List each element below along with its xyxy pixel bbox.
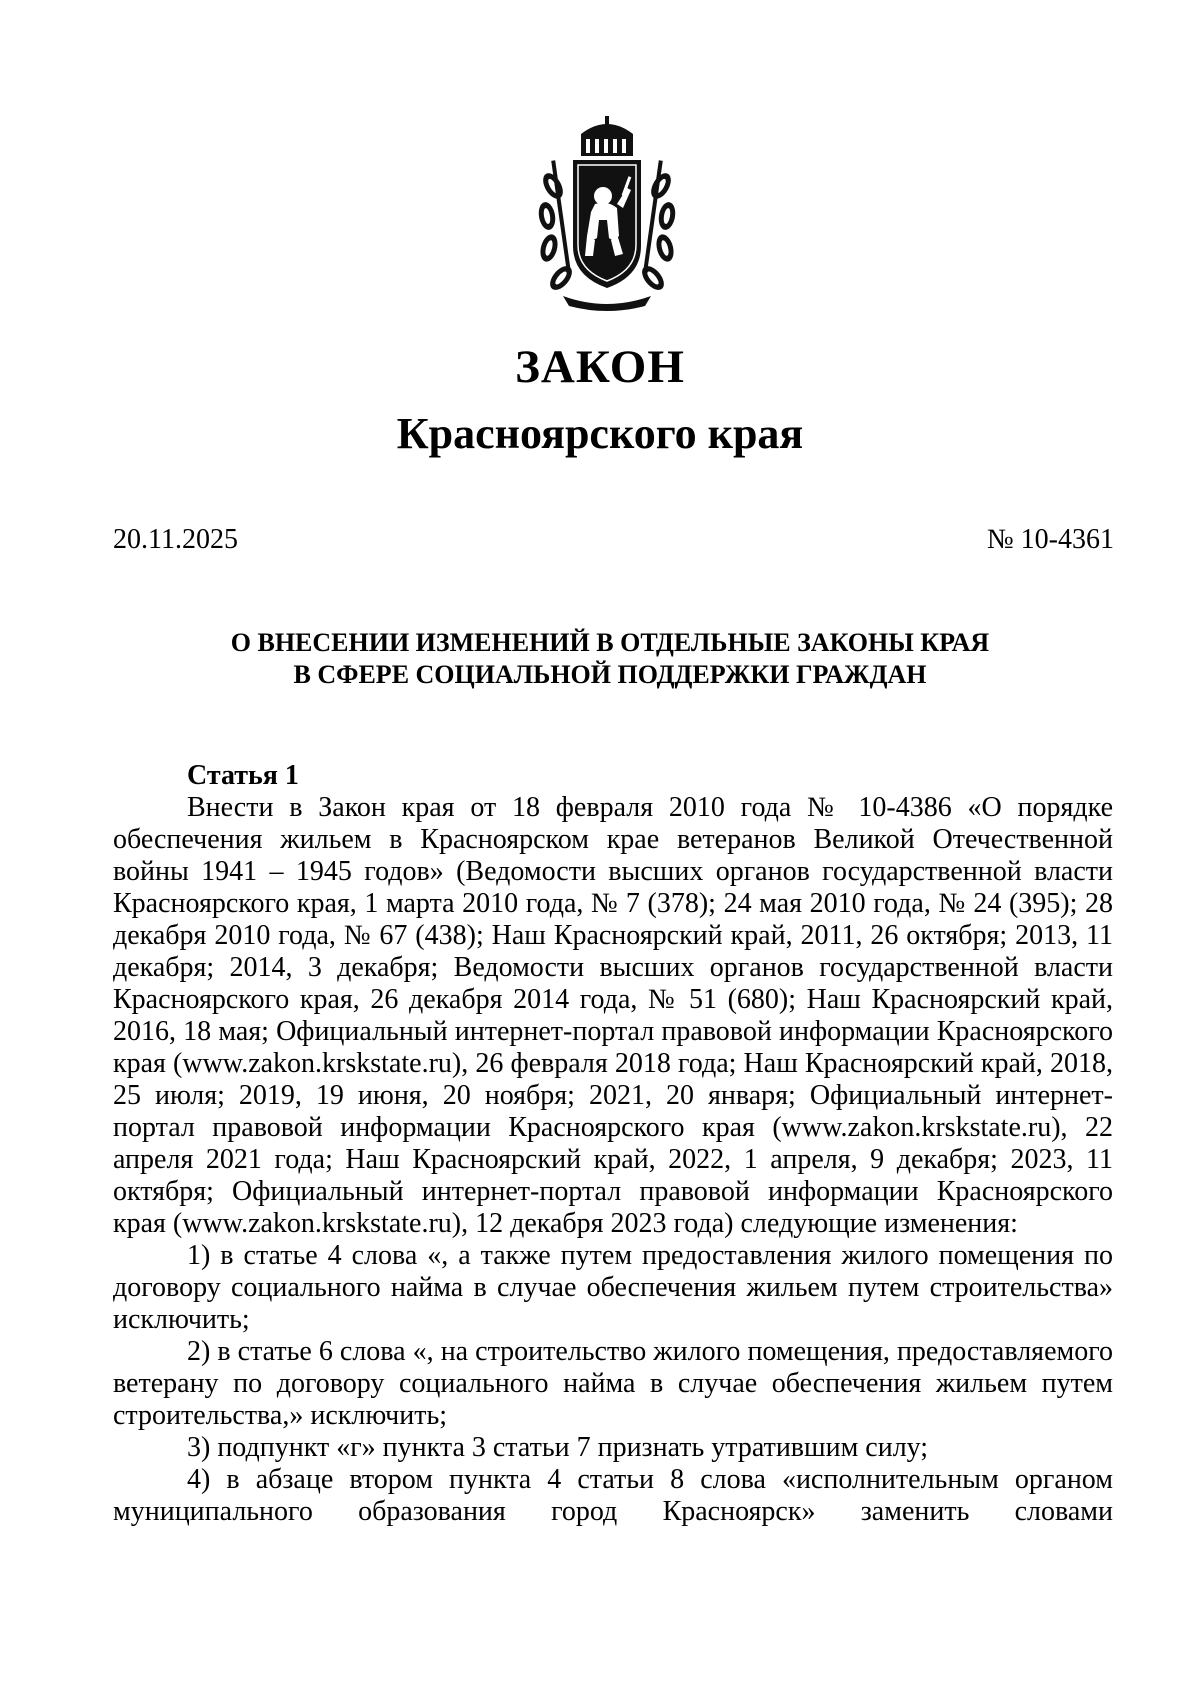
coat-of-arms-emblem: [533, 116, 681, 312]
law-heading-line: О ВНЕСЕНИИ ИЗМЕНЕНИЙ В ОТДЕЛЬНЫЕ ЗАКОНЫ КРАЯ: [230, 628, 990, 657]
document-date: 20.11.2025: [113, 524, 238, 555]
document-subtitle: Красноярского края: [396, 409, 804, 458]
document-title: ЗАКОН: [515, 341, 685, 393]
article-item: 3) подпункт «г» пункта 3 статьи 7 признать утратившим силу;: [187, 1432, 929, 1463]
article-item: 2) в статье 6 слова «, на строительство жилого помещения, предоставляемого ветерану по договору социального найма в случае обеспечения жильем путем строительства,» исключить;: [113, 1336, 1113, 1431]
law-heading: [110, 627, 1110, 691]
law-heading-line: В СФЕРЕ СОЦИАЛЬНОЙ ПОДДЕРЖКИ ГРАЖДАН: [293, 660, 927, 689]
article-intro-paragraph: Внести в Закон края от 18 февраля 2010 года № 10-4386 «О порядке обеспечения жильем в Красноярском крае ветеранов Великой Отечественной войны 1941 – 1945 годов» (Ведомости высших органов государственной власти Красноярского края, 1 марта 2010 года, № 7 (378); 24 мая 2010 года, № 24 (395); 28 декабря 2010 года, № 67 (438); Наш Красноярский край, 2011, 26 октября; 2013, 11 декабря; 2014, 3 декабря; Ведомости высших органов государственной власти Красноярского края, 26 декабря 2014 года, № 51 (680); Наш Красноярский край, 2016, 18 мая; Официальный интернет-портал правовой информации Красноярского края (www.zakon.krskstate.ru), 26 февраля 2018 года; Наш Красноярский край, 2018, 25 июля; 2019, 19 июня, 20 ноября; 2021, 20 января; Официальный интернет-портал правовой информации Красноярского края (www.zakon.krskstate.ru), 22 апреля 2021 года; Наш Красноярский край, 2022, 1 апреля, 9 декабря; 2023, 11 октября; Официальный интернет-портал правовой информации Красноярского края (www.zakon.krskstate.ru), 12 декабря 2023 года) следующие изменения:: [113, 792, 1113, 1239]
document-number: № 10-4361: [986, 524, 1114, 555]
article-title: Статья 1: [187, 760, 299, 791]
article-item: 1) в статье 4 слова «, а также путем предоставления жилого помещения по договору социального найма в случае обеспечения жильем путем строительства» исключить;: [113, 1240, 1113, 1335]
article-item: 4) в абзаце втором пункта 4 статьи 8 слова «исполнительным органом муниципального образования город Красноярск» заменить словами: [113, 1464, 1113, 1527]
article-body: [113, 760, 1113, 1528]
